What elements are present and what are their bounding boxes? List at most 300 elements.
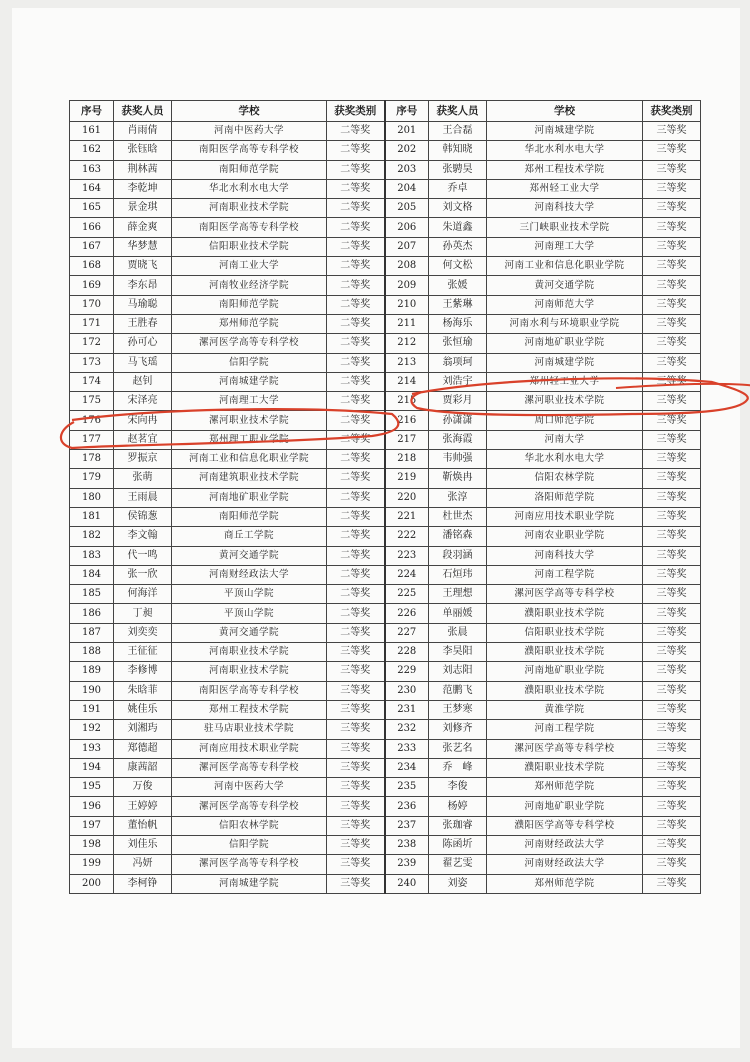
- seq-cell: 169: [70, 276, 114, 295]
- name-cell: 赵钊: [114, 372, 172, 391]
- school-cell: 信阳职业技术学院: [487, 623, 643, 642]
- name-cell: 华梦慧: [114, 237, 172, 256]
- seq-cell: 210: [385, 295, 429, 314]
- name-cell: 单丽媛: [429, 604, 487, 623]
- table-row: [70, 739, 701, 758]
- seq-cell: 199: [70, 855, 114, 874]
- seq-cell: 219: [385, 469, 429, 488]
- school-cell: 洛阳师范学院: [487, 488, 643, 507]
- name-cell: 杨海乐: [429, 314, 487, 333]
- table-header-row: [70, 101, 701, 122]
- table-row: [70, 430, 701, 449]
- seq-cell: 177: [70, 430, 114, 449]
- name-cell: 何文松: [429, 257, 487, 276]
- name-cell: 陈函圻: [429, 835, 487, 854]
- school-cell: 河南科技大学: [487, 546, 643, 565]
- name-cell: 刘姿: [429, 874, 487, 893]
- table-row: [70, 855, 701, 874]
- seq-cell: 168: [70, 257, 114, 276]
- school-cell: 南阳师范学院: [172, 295, 327, 314]
- school-cell: 商丘工学院: [172, 527, 327, 546]
- seq-cell: 209: [385, 276, 429, 295]
- seq-cell: 167: [70, 237, 114, 256]
- award-cell: 三等奖: [643, 257, 701, 276]
- seq-cell: 228: [385, 643, 429, 662]
- name-cell: 张钰晗: [114, 141, 172, 160]
- award-cell: 二等奖: [327, 372, 385, 391]
- table-row: [70, 334, 701, 353]
- school-cell: 漯河医学高等专科学校: [172, 797, 327, 816]
- table-row: [70, 700, 701, 719]
- award-cell: 三等奖: [643, 160, 701, 179]
- seq-cell: 175: [70, 392, 114, 411]
- school-cell: 河南水利与环境职业学院: [487, 314, 643, 333]
- seq-cell: 174: [70, 372, 114, 391]
- school-cell: 郑州工程技术学院: [172, 700, 327, 719]
- school-cell: 河南城建学院: [172, 874, 327, 893]
- school-cell: 河南建筑职业技术学院: [172, 469, 327, 488]
- table-row: [70, 797, 701, 816]
- award-cell: 三等奖: [643, 314, 701, 333]
- award-cell: 三等奖: [643, 565, 701, 584]
- seq-cell: 195: [70, 778, 114, 797]
- award-cell: 二等奖: [327, 334, 385, 353]
- award-cell: 三等奖: [643, 141, 701, 160]
- award-cell: 三等奖: [327, 739, 385, 758]
- table-row: [70, 276, 701, 295]
- seq-cell: 176: [70, 411, 114, 430]
- school-cell: 河南城建学院: [487, 122, 643, 141]
- award-cell: 三等奖: [643, 585, 701, 604]
- school-cell: 河南农业职业学院: [487, 527, 643, 546]
- award-cell: 三等奖: [643, 392, 701, 411]
- seq-cell: 171: [70, 314, 114, 333]
- award-cell: 二等奖: [327, 450, 385, 469]
- seq-cell: 189: [70, 662, 114, 681]
- name-cell: 景金琪: [114, 199, 172, 218]
- name-cell: 刘奕奕: [114, 623, 172, 642]
- school-cell: 南阳医学高等专科学校: [172, 218, 327, 237]
- seq-cell: 194: [70, 758, 114, 777]
- name-cell: 潘铭森: [429, 527, 487, 546]
- award-cell: 三等奖: [643, 411, 701, 430]
- name-cell: 冯妍: [114, 855, 172, 874]
- award-cell: 三等奖: [643, 681, 701, 700]
- school-cell: 黄淮学院: [487, 700, 643, 719]
- school-cell: 华北水利水电大学: [487, 450, 643, 469]
- table-row: [70, 546, 701, 565]
- seq-cell: 163: [70, 160, 114, 179]
- school-cell: 河南中医药大学: [172, 778, 327, 797]
- name-cell: 王婷婷: [114, 797, 172, 816]
- table-row: [70, 758, 701, 777]
- table-row: [70, 507, 701, 526]
- header-cell: 学校: [172, 101, 327, 122]
- school-cell: 南阳师范学院: [172, 507, 327, 526]
- award-cell: 三等奖: [327, 855, 385, 874]
- award-cell: 二等奖: [327, 160, 385, 179]
- award-cell: 三等奖: [643, 450, 701, 469]
- seq-cell: 233: [385, 739, 429, 758]
- seq-cell: 183: [70, 546, 114, 565]
- award-cell: 二等奖: [327, 565, 385, 584]
- award-cell: 三等奖: [643, 527, 701, 546]
- table-row: [70, 450, 701, 469]
- name-cell: 王梦寒: [429, 700, 487, 719]
- seq-cell: 204: [385, 179, 429, 198]
- award-cell: 二等奖: [327, 237, 385, 256]
- award-cell: 三等奖: [327, 874, 385, 893]
- school-cell: 驻马店职业技术学院: [172, 720, 327, 739]
- school-cell: 河南师范大学: [487, 295, 643, 314]
- seq-cell: 206: [385, 218, 429, 237]
- name-cell: 李修博: [114, 662, 172, 681]
- school-cell: 濮阳职业技术学院: [487, 604, 643, 623]
- name-cell: 马瑜聪: [114, 295, 172, 314]
- seq-cell: 222: [385, 527, 429, 546]
- name-cell: 贾晓飞: [114, 257, 172, 276]
- table-row: [70, 199, 701, 218]
- award-cell: 三等奖: [643, 488, 701, 507]
- seq-cell: 225: [385, 585, 429, 604]
- table-row: [70, 681, 701, 700]
- school-cell: 河南财经政法大学: [487, 835, 643, 854]
- name-cell: 王理想: [429, 585, 487, 604]
- school-cell: 信阳学院: [172, 835, 327, 854]
- name-cell: 赵茗宜: [114, 430, 172, 449]
- seq-cell: 178: [70, 450, 114, 469]
- name-cell: 韦帅强: [429, 450, 487, 469]
- seq-cell: 234: [385, 758, 429, 777]
- seq-cell: 220: [385, 488, 429, 507]
- award-cell: 二等奖: [327, 257, 385, 276]
- school-cell: 漯河医学高等专科学校: [487, 739, 643, 758]
- header-cell: 获奖人员: [114, 101, 172, 122]
- school-cell: 漯河职业技术学院: [487, 392, 643, 411]
- seq-cell: 170: [70, 295, 114, 314]
- school-cell: 河南地矿职业学院: [172, 488, 327, 507]
- award-cell: 二等奖: [327, 411, 385, 430]
- award-cell: 三等奖: [643, 835, 701, 854]
- name-cell: 孙英杰: [429, 237, 487, 256]
- award-cell: 二等奖: [327, 469, 385, 488]
- seq-cell: 235: [385, 778, 429, 797]
- header-cell: 获奖类别: [327, 101, 385, 122]
- name-cell: 荆林茜: [114, 160, 172, 179]
- award-cell: 三等奖: [643, 372, 701, 391]
- seq-cell: 215: [385, 392, 429, 411]
- name-cell: 孙潇潇: [429, 411, 487, 430]
- school-cell: 郑州师范学院: [487, 778, 643, 797]
- name-cell: 刘佳乐: [114, 835, 172, 854]
- table-row: [70, 778, 701, 797]
- award-cell: 二等奖: [327, 623, 385, 642]
- header-cell: 获奖人员: [429, 101, 487, 122]
- award-cell: 二等奖: [327, 276, 385, 295]
- school-cell: 河南职业技术学院: [172, 643, 327, 662]
- seq-cell: 213: [385, 353, 429, 372]
- name-cell: 张媛: [429, 276, 487, 295]
- school-cell: 郑州轻工业大学: [487, 179, 643, 198]
- award-cell: 三等奖: [327, 816, 385, 835]
- award-cell: 三等奖: [643, 662, 701, 681]
- award-cell: 三等奖: [327, 758, 385, 777]
- seq-cell: 237: [385, 816, 429, 835]
- award-cell: 三等奖: [643, 218, 701, 237]
- award-cell: 二等奖: [327, 507, 385, 526]
- name-cell: 翁项珂: [429, 353, 487, 372]
- award-cell: 三等奖: [643, 507, 701, 526]
- award-cell: 三等奖: [643, 276, 701, 295]
- table-row: [70, 314, 701, 333]
- table-row: [70, 257, 701, 276]
- table-row: [70, 623, 701, 642]
- seq-cell: 238: [385, 835, 429, 854]
- school-cell: 华北水利水电大学: [172, 179, 327, 198]
- table-row: [70, 527, 701, 546]
- seq-cell: 181: [70, 507, 114, 526]
- name-cell: 张淳: [429, 488, 487, 507]
- award-cell: 三等奖: [643, 179, 701, 198]
- name-cell: 刘浩宇: [429, 372, 487, 391]
- name-cell: 孙可心: [114, 334, 172, 353]
- name-cell: 何海洋: [114, 585, 172, 604]
- header-cell: 学校: [487, 101, 643, 122]
- school-cell: 河南中医药大学: [172, 122, 327, 141]
- table-row: [70, 816, 701, 835]
- school-cell: 河南理工大学: [172, 392, 327, 411]
- award-cell: 二等奖: [327, 604, 385, 623]
- award-cell: 三等奖: [643, 430, 701, 449]
- seq-cell: 202: [385, 141, 429, 160]
- seq-cell: 172: [70, 334, 114, 353]
- seq-cell: 182: [70, 527, 114, 546]
- school-cell: 濮阳医学高等专科学校: [487, 816, 643, 835]
- name-cell: 罗振京: [114, 450, 172, 469]
- name-cell: 张艺名: [429, 739, 487, 758]
- table-row: [70, 179, 701, 198]
- school-cell: 河南职业技术学院: [172, 662, 327, 681]
- school-cell: 郑州理工职业学院: [172, 430, 327, 449]
- award-cell: 三等奖: [327, 778, 385, 797]
- award-cell: 三等奖: [643, 855, 701, 874]
- name-cell: 王雨晨: [114, 488, 172, 507]
- school-cell: 郑州工程技术学院: [487, 160, 643, 179]
- award-cell: 三等奖: [327, 681, 385, 700]
- award-cell: 二等奖: [327, 392, 385, 411]
- award-cell: 三等奖: [327, 720, 385, 739]
- seq-cell: 205: [385, 199, 429, 218]
- award-list-table: [69, 100, 701, 894]
- table-row: [70, 874, 701, 893]
- table-row: [70, 585, 701, 604]
- name-cell: 乔 峰: [429, 758, 487, 777]
- award-cell: 三等奖: [643, 199, 701, 218]
- seq-cell: 201: [385, 122, 429, 141]
- award-cell: 三等奖: [643, 122, 701, 141]
- seq-cell: 191: [70, 700, 114, 719]
- seq-cell: 236: [385, 797, 429, 816]
- name-cell: 王征征: [114, 643, 172, 662]
- seq-cell: 179: [70, 469, 114, 488]
- name-cell: 王合磊: [429, 122, 487, 141]
- name-cell: 宋向冉: [114, 411, 172, 430]
- seq-cell: 185: [70, 585, 114, 604]
- school-cell: 南阳医学高等专科学校: [172, 681, 327, 700]
- seq-cell: 232: [385, 720, 429, 739]
- school-cell: 河南工程学院: [487, 720, 643, 739]
- school-cell: 信阳农林学院: [487, 469, 643, 488]
- name-cell: 康茜韶: [114, 758, 172, 777]
- school-cell: 平顶山学院: [172, 604, 327, 623]
- school-cell: 平顶山学院: [172, 585, 327, 604]
- school-cell: 漯河医学高等专科学校: [172, 334, 327, 353]
- school-cell: 河南应用技术职业学院: [172, 739, 327, 758]
- seq-cell: 196: [70, 797, 114, 816]
- school-cell: 河南大学: [487, 430, 643, 449]
- table-row: [70, 604, 701, 623]
- name-cell: 宋泽亮: [114, 392, 172, 411]
- school-cell: 漯河职业技术学院: [172, 411, 327, 430]
- award-cell: 三等奖: [643, 604, 701, 623]
- school-cell: 南阳医学高等专科学校: [172, 141, 327, 160]
- school-cell: 河南工业大学: [172, 257, 327, 276]
- school-cell: 河南工程学院: [487, 565, 643, 584]
- seq-cell: 190: [70, 681, 114, 700]
- name-cell: 段羽涵: [429, 546, 487, 565]
- seq-cell: 162: [70, 141, 114, 160]
- seq-cell: 211: [385, 314, 429, 333]
- school-cell: 濮阳职业技术学院: [487, 681, 643, 700]
- seq-cell: 218: [385, 450, 429, 469]
- school-cell: 河南职业技术学院: [172, 199, 327, 218]
- name-cell: 刘文格: [429, 199, 487, 218]
- seq-cell: 193: [70, 739, 114, 758]
- award-cell: 二等奖: [327, 430, 385, 449]
- award-cell: 三等奖: [643, 334, 701, 353]
- award-cell: 三等奖: [643, 295, 701, 314]
- name-cell: 李东昂: [114, 276, 172, 295]
- table-row: [70, 141, 701, 160]
- name-cell: 李乾坤: [114, 179, 172, 198]
- award-cell: 三等奖: [643, 700, 701, 719]
- award-cell: 三等奖: [327, 797, 385, 816]
- seq-cell: 214: [385, 372, 429, 391]
- award-cell: 二等奖: [327, 179, 385, 198]
- award-cell: 三等奖: [327, 835, 385, 854]
- seq-cell: 208: [385, 257, 429, 276]
- name-cell: 乔卓: [429, 179, 487, 198]
- award-cell: 三等奖: [643, 797, 701, 816]
- award-cell: 二等奖: [327, 218, 385, 237]
- school-cell: 华北水利水电大学: [487, 141, 643, 160]
- table-row: [70, 160, 701, 179]
- name-cell: 张恒瑜: [429, 334, 487, 353]
- table-row: [70, 720, 701, 739]
- table-row: [70, 122, 701, 141]
- seq-cell: 188: [70, 643, 114, 662]
- school-cell: 濮阳职业技术学院: [487, 643, 643, 662]
- school-cell: 河南理工大学: [487, 237, 643, 256]
- school-cell: 河南城建学院: [172, 372, 327, 391]
- table-row: [70, 295, 701, 314]
- award-cell: 三等奖: [643, 237, 701, 256]
- school-cell: 河南牧业经济学院: [172, 276, 327, 295]
- seq-cell: 239: [385, 855, 429, 874]
- school-cell: 南阳师范学院: [172, 160, 327, 179]
- award-cell: 三等奖: [643, 758, 701, 777]
- table-row: [70, 488, 701, 507]
- seq-cell: 240: [385, 874, 429, 893]
- school-cell: 河南地矿职业学院: [487, 797, 643, 816]
- name-cell: 石烜玮: [429, 565, 487, 584]
- table-row: [70, 662, 701, 681]
- seq-cell: 187: [70, 623, 114, 642]
- header-cell: 序号: [385, 101, 429, 122]
- name-cell: 肖雨倩: [114, 122, 172, 141]
- seq-cell: 226: [385, 604, 429, 623]
- name-cell: 侯锦葱: [114, 507, 172, 526]
- name-cell: 刘修齐: [429, 720, 487, 739]
- award-cell: 二等奖: [327, 314, 385, 333]
- table-row: [70, 469, 701, 488]
- school-cell: 周口师范学院: [487, 411, 643, 430]
- award-cell: 二等奖: [327, 527, 385, 546]
- name-cell: 李柯铮: [114, 874, 172, 893]
- name-cell: 杨婷: [429, 797, 487, 816]
- table-row: [70, 218, 701, 237]
- seq-cell: 223: [385, 546, 429, 565]
- award-cell: 二等奖: [327, 546, 385, 565]
- award-cell: 二等奖: [327, 199, 385, 218]
- award-cell: 三等奖: [643, 643, 701, 662]
- award-cell: 三等奖: [643, 816, 701, 835]
- table-row: [70, 565, 701, 584]
- award-cell: 二等奖: [327, 488, 385, 507]
- name-cell: 张海霞: [429, 430, 487, 449]
- name-cell: 王紫琳: [429, 295, 487, 314]
- name-cell: 郑德超: [114, 739, 172, 758]
- seq-cell: 200: [70, 874, 114, 893]
- award-cell: 二等奖: [327, 585, 385, 604]
- school-cell: 郑州轻工业大学: [487, 372, 643, 391]
- school-cell: 三门峡职业技术学院: [487, 218, 643, 237]
- seq-cell: 192: [70, 720, 114, 739]
- seq-cell: 224: [385, 565, 429, 584]
- award-cell: 三等奖: [643, 353, 701, 372]
- name-cell: 刘志阳: [429, 662, 487, 681]
- seq-cell: 229: [385, 662, 429, 681]
- name-cell: 翟艺雯: [429, 855, 487, 874]
- name-cell: 王胜春: [114, 314, 172, 333]
- school-cell: 郑州师范学院: [487, 874, 643, 893]
- seq-cell: 212: [385, 334, 429, 353]
- award-cell: 三等奖: [643, 874, 701, 893]
- seq-cell: 166: [70, 218, 114, 237]
- seq-cell: 184: [70, 565, 114, 584]
- seq-cell: 164: [70, 179, 114, 198]
- table-row: [70, 372, 701, 391]
- school-cell: 黄河交通学院: [487, 276, 643, 295]
- school-cell: 漯河医学高等专科学校: [172, 758, 327, 777]
- school-cell: 濮阳职业技术学院: [487, 758, 643, 777]
- seq-cell: 216: [385, 411, 429, 430]
- name-cell: 贾彩月: [429, 392, 487, 411]
- header-cell: 序号: [70, 101, 114, 122]
- school-cell: 信阳农林学院: [172, 816, 327, 835]
- name-cell: 张珈睿: [429, 816, 487, 835]
- award-cell: 三等奖: [643, 623, 701, 642]
